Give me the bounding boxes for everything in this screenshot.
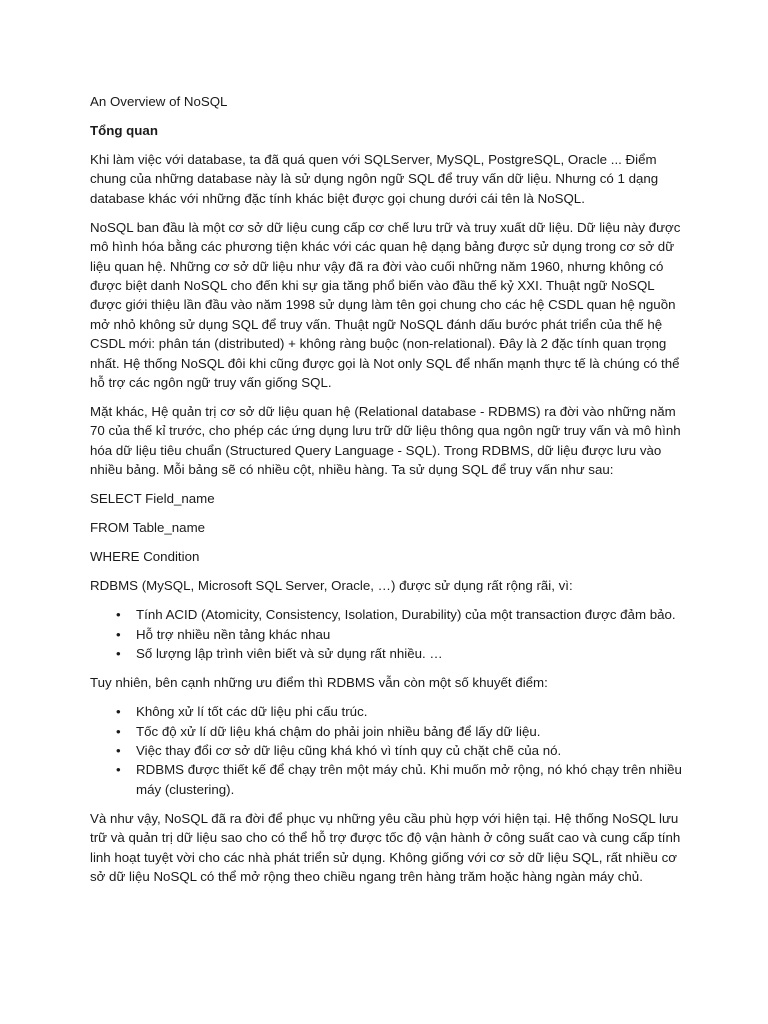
document-page: [90, 92, 688, 896]
list-item: [90, 722, 688, 741]
bullet-icon: •: [116, 742, 121, 758]
code-line-select: SELECT Field_name: [90, 491, 215, 507]
list-item-text: Tính ACID (Atomicity, Consistency, Isolation, Durability) của một transaction được đảm bảo.: [136, 607, 676, 623]
bullet-icon: •: [116, 723, 121, 739]
list-item-text: Tốc độ xử lí dữ liệu khá chậm do phải join nhiều bảng để lấy dữ liệu.: [136, 723, 541, 739]
code-line-where: WHERE Condition: [90, 549, 200, 565]
list-item: [90, 605, 688, 624]
advantages-list: [90, 605, 688, 663]
bullet-icon: •: [116, 704, 121, 720]
list-item: [90, 741, 688, 760]
list-item-text: Không xử lí tốt các dữ liệu phi cấu trúc.: [136, 704, 368, 720]
bullet-icon: •: [116, 607, 121, 623]
list-item-text: Việc thay đổi cơ sở dữ liệu cũng khá khó vì tính quy củ chặt chẽ của nó.: [136, 742, 562, 758]
paragraph-intro: Khi làm việc với database, ta đã quá quen với SQLServer, MySQL, PostgreSQL, Oracle ... Điểm chung của những database này là sử dụng ngôn ngữ SQL để truy vấn dữ liệu. Nhưng có 1 dạng database khác với những đặc tính khác biệt được gọi chung dưới cái tên là NoSQL.: [90, 152, 659, 206]
bullet-icon: •: [116, 762, 121, 778]
list-item-text: RDBMS được thiết kế để chạy trên một máy chủ. Khi muốn mở rộng, nó khó chạy trên nhiều máy (clustering).: [136, 762, 682, 797]
paragraph-disadvantages-intro: Tuy nhiên, bên cạnh những ưu điểm thì RDBMS vẫn còn một số khuyết điểm:: [90, 675, 548, 691]
paragraph-rdbms-usage: RDBMS (MySQL, Microsoft SQL Server, Oracle, …) được sử dụng rất rộng rãi, vì:: [90, 578, 573, 594]
list-item: [90, 644, 688, 663]
disadvantages-list: [90, 702, 688, 799]
bullet-icon: •: [116, 626, 121, 642]
document-title: An Overview of NoSQL: [90, 94, 228, 109]
paragraph-conclusion: Và như vậy, NoSQL đã ra đời để phục vụ những yêu cầu phù hợp với hiện tại. Hệ thống NoSQL lưu trữ và quản trị dữ liệu sao cho có thể hỗ trợ được tốc độ vận hành ở công suất cao và cung cấp tính linh hoạt tuyệt vời cho các nhà phát triển sử dụng. Không giống với cơ sở dữ liệu SQL, rất nhiều cơ sở dữ liệu NoSQL có thể mở rộng theo chiều ngang trên hàng trăm hoặc hàng ngàn máy chủ.: [90, 810, 681, 884]
list-item: [90, 702, 688, 721]
list-item-text: Hỗ trợ nhiều nền tảng khác nhau: [136, 626, 331, 642]
list-item-text: Số lượng lập trình viên biết và sử dụng rất nhiều. …: [136, 646, 443, 662]
paragraph-nosql-definition: NoSQL ban đầu là một cơ sở dữ liệu cung cấp cơ chế lưu trữ và truy xuất dữ liệu. Dữ liệu này được mô hình hóa bằng các phương tiện khác với các quan hệ dạng bảng được sử dụng trong cơ sở dữ liệu quan hệ. Những cơ sở dữ liệu như vậy đã ra đời vào cuối những năm 1960, nhưng không có được biệt danh NoSQL cho đến khi sự gia tăng phổ biến vào đầu thế kỷ XXI. Thuật ngữ NoSQL được giới thiệu lần đầu vào năm 1998 sử dụng làm tên gọi chung cho các hệ CSDL quan hệ nguồn mở nhỏ không sử dụng SQL để truy vấn. Thuật ngữ NoSQL đánh dấu bước phát triển của thế hệ CSDL mới: phân tán (distributed) + không ràng buộc (non-relational). Đây là 2 đặc tính quan trọng nhất. Hệ thống NoSQL đôi khi cũng được gọi là Not only SQL để nhấn mạnh thực tế là chúng có thể hỗ trợ các ngôn ngữ truy vấn giống SQL.: [90, 219, 681, 391]
code-line-from: FROM Table_name: [90, 520, 206, 536]
list-item: [90, 760, 688, 799]
bullet-icon: •: [116, 646, 121, 662]
section-heading: Tổng quan: [90, 123, 158, 138]
paragraph-rdbms: Mặt khác, Hệ quản trị cơ sở dữ liệu quan hệ (Relational database - RDBMS) ra đời vào những năm 70 của thế kỉ trước, cho phép các ứng dụng lưu trữ dữ liệu thông qua ngôn ngữ truy vấn và mô hình hóa dữ liệu tiêu chuẩn (Structured Query Language - SQL). Trong RDBMS, dữ liệu được lưu vào nhiều bảng. Mỗi bảng sẽ có nhiều cột, nhiều hàng. Ta sử dụng SQL để truy vấn như sau:: [90, 404, 681, 478]
list-item: [90, 625, 688, 644]
